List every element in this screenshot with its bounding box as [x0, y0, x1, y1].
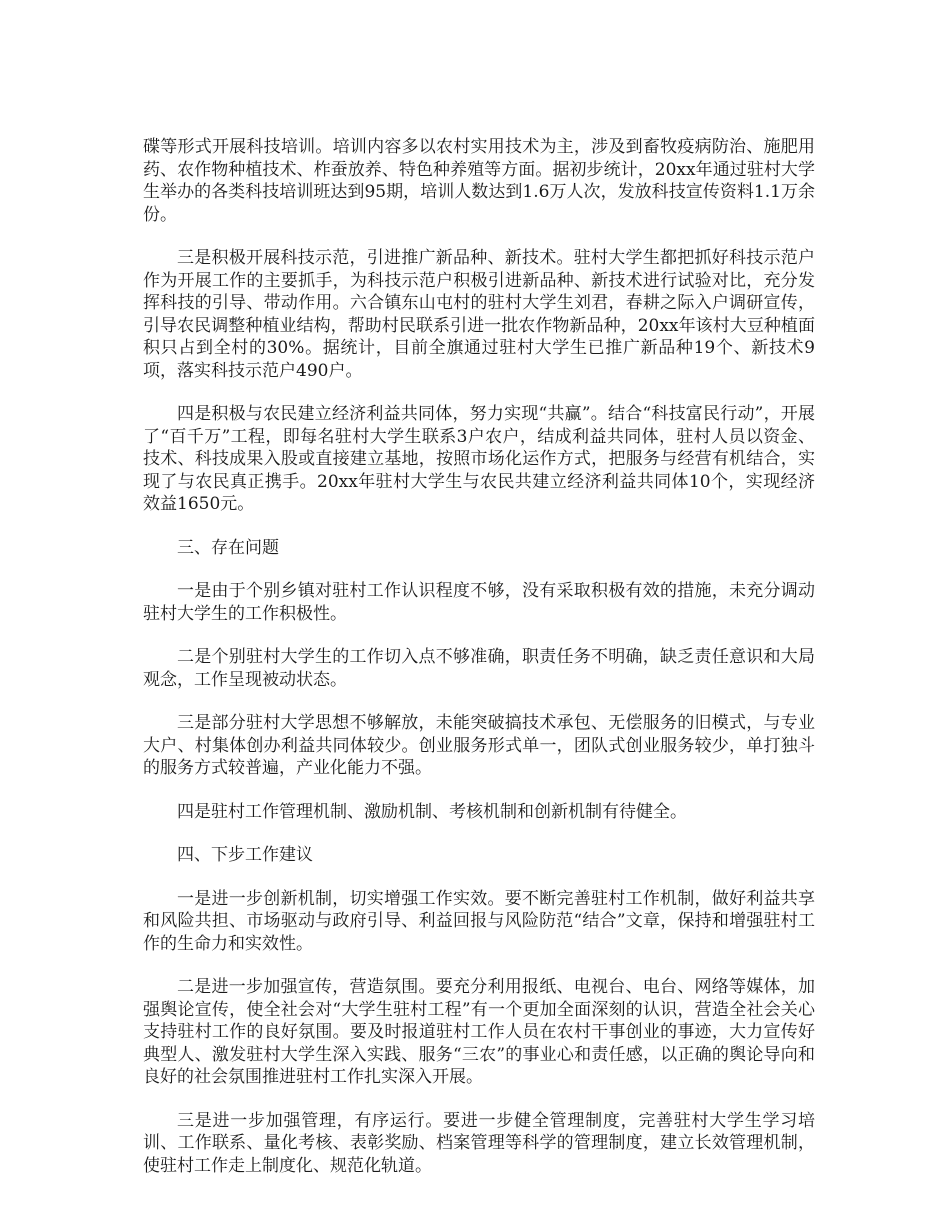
section-heading-problems: 三、存在问题 — [177, 537, 279, 558]
paragraph-economic-community: 四是积极与农民建立经济利益共同体，努力实现“共赢”。结合“科技富民行动”，开展了“百千万”工程，即每名驻村大学生联系3户农户，结成利益共同体，驻村人员以资金、技术、科技成果入股或直接建立基地，按照市场化运作方式，把服务与经营有机结合，实现了与农民真正携手。20xx年驻村大学生与农民共建立经济利益共同体10个，实现经济效益1650元。 — [143, 404, 815, 514]
paragraph-tech-demonstration: 三是积极开展科技示范，引进推广新品种、新技术。驻村大学生都把抓好科技示范户作为开展工作的主要抓手，为科技示范户积极引进新品种、新技术进行试验对比，充分发挥科技的引导、带动作用。六合镇东山屯村的驻村大学生刘君，春耕之际入户调研宣传，引导农民调整种植业结构，帮助村民联系引进一批农作物新品种，20xx年该村大豆种植面积只占到全村的30%。据统计，目前全旗通过驻村大学生已推广新品种19个、新技术9项，落实科技示范户490户。 — [143, 248, 815, 381]
paragraph-training-continued: 碟等形式开展科技培训。培训内容多以农村实用技术为主，涉及到畜牧疫病防治、施肥用药、农作物种植技术、柞蚕放养、特色种养殖等方面。据初步统计，20xx年通过驻村大学生举办的各类科技培训班达到95期，培训人数达到1.6万人次，发放科技宣传资料1.1万余份。 — [143, 137, 815, 225]
paragraph-problem-2: 二是个别驻村大学生的工作切入点不够准确，职责任务不明确，缺乏责任意识和大局观念，工作呈现被动状态。 — [143, 647, 815, 690]
paragraph-problem-4: 四是驻村工作管理机制、激励机制、考核机制和创新机制有待健全。 — [177, 801, 687, 822]
document-body — [143, 136, 815, 1198]
paragraph-suggestion-3: 三是进一步加强管理，有序运行。要进一步健全管理制度，完善驻村大学生学习培训、工作联系、量化考核、表彰奖励、档案管理等科学的管理制度，建立长效管理机制，使驻村工作走上制度化、规范化轨道。 — [143, 1110, 815, 1176]
section-heading-suggestions: 四、下步工作建议 — [177, 845, 313, 865]
paragraph-suggestion-2: 二是进一步加强宣传，营造氛围。要充分利用报纸、电视台、电台、网络等媒体，加强舆论宣传，使全社会对“大学生驻村工程”有一个更加全面深刻的认识，营造全社会关心支持驻村工作的良好氛围。要及时报道驻村工作人员在农村干事创业的事迹，大力宣传好典型人、激发驻村大学生深入实践、服务“三农”的事业心和责任感，以正确的舆论导向和良好的社会氛围推进驻村工作扎实深入开展。 — [143, 977, 815, 1087]
paragraph-problem-1: 一是由于个别乡镇对驻村工作认识程度不够，没有采取积极有效的措施，未充分调动驻村大学生的工作积极性。 — [143, 581, 815, 624]
paragraph-problem-3: 三是部分驻村大学思想不够解放，未能突破搞技术承包、无偿服务的旧模式，与专业大户、村集体创办利益共同体较少。创业服务形式单一，团队式创业服务较少，单打独斗的服务方式较普遍，产业化能力不强。 — [143, 713, 815, 778]
paragraph-suggestion-1: 一是进一步创新机制，切实增强工作实效。要不断完善驻村工作机制，做好利益共享和风险共担、市场驱动与政府引导、利益回报与风险防范“结合”文章，保持和增强驻村工作的生命力和实效性。 — [143, 888, 815, 954]
